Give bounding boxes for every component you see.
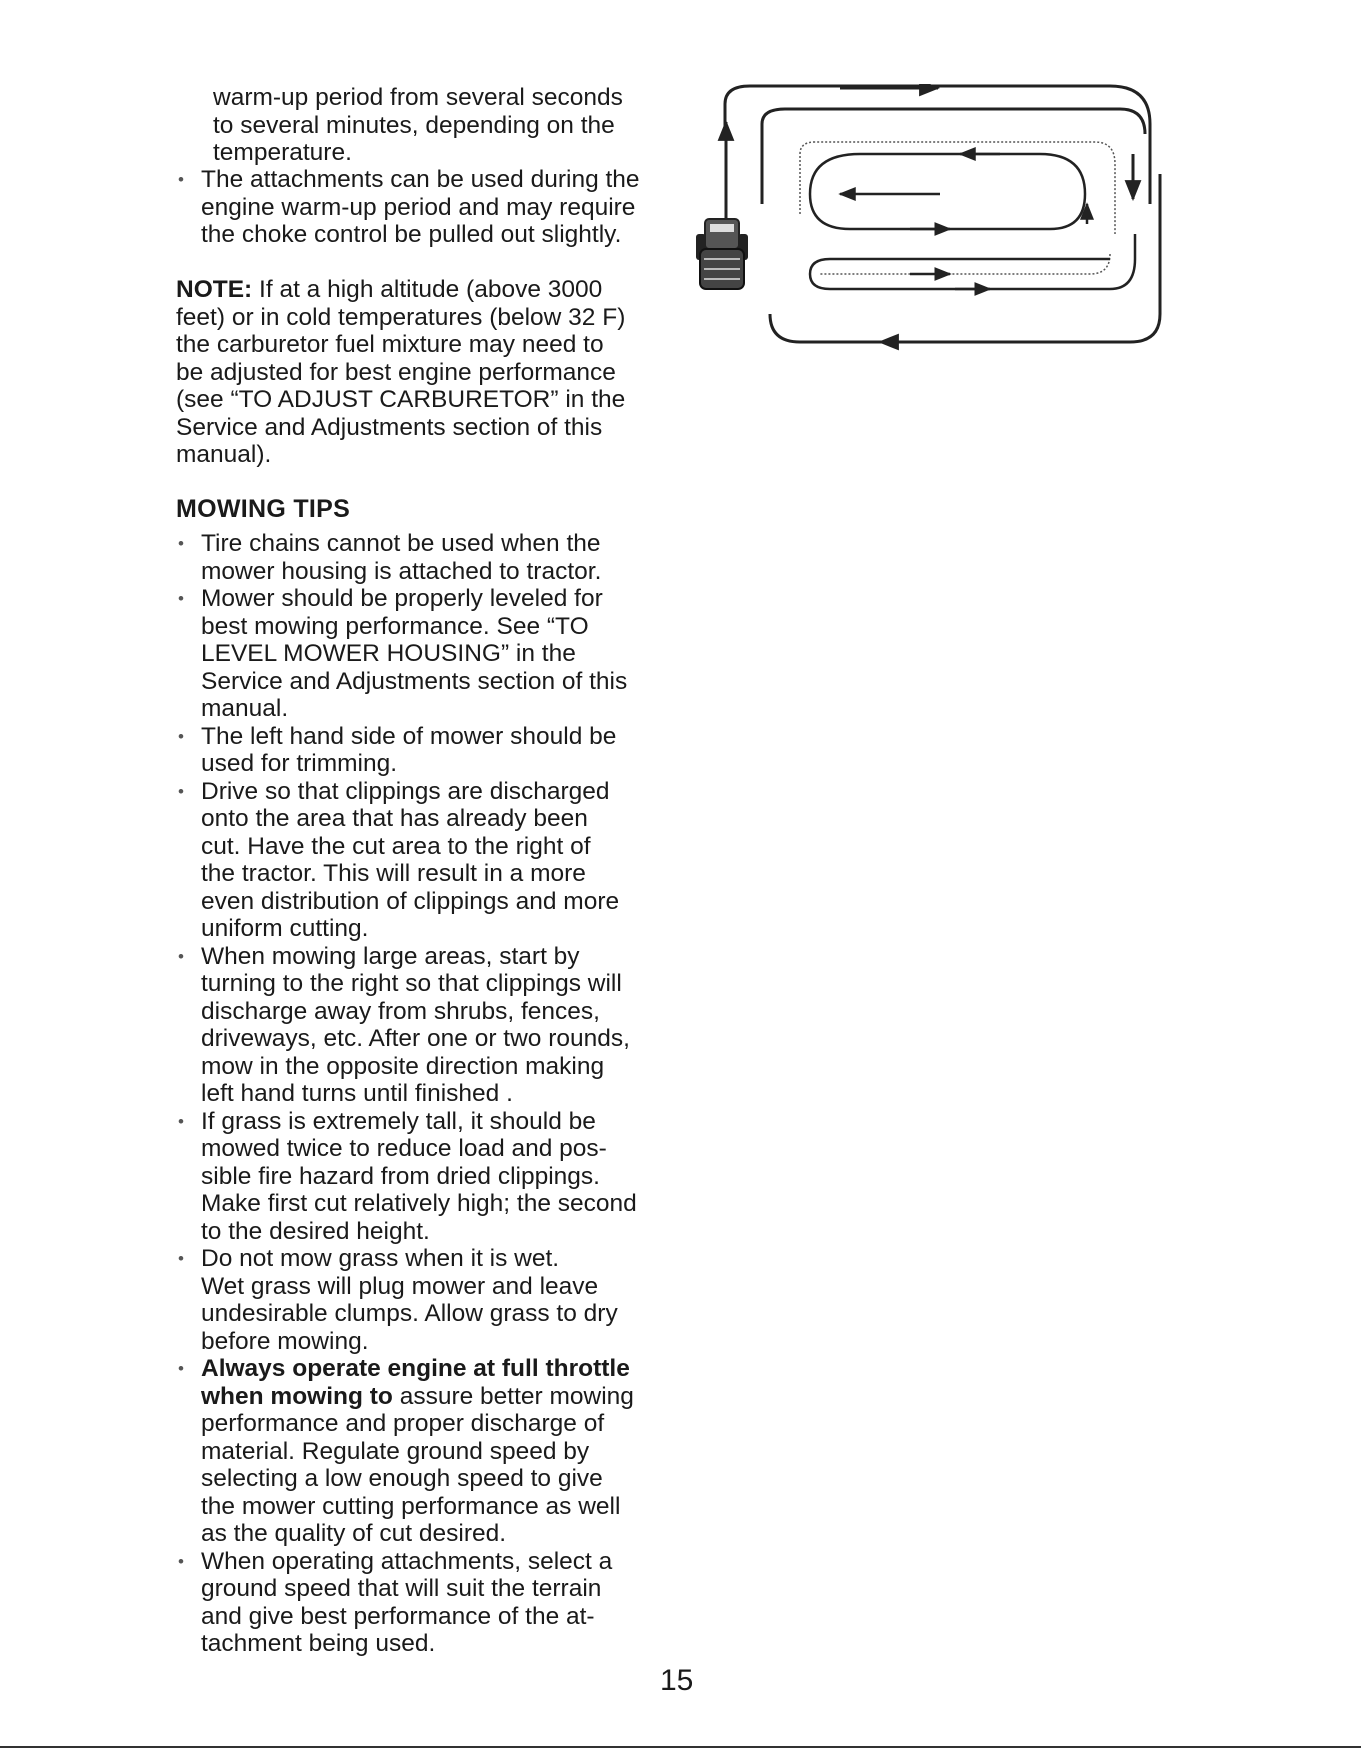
text-line: to the desired height.	[201, 1217, 430, 1245]
text-line: mower housing is attached to tractor.	[201, 557, 602, 585]
text-line: ground speed that will suit the terrain	[201, 1575, 602, 1602]
list-item	[176, 1108, 696, 1246]
text-line: Make first cut relatively high; the second	[201, 1190, 637, 1217]
text-line: even distribution of clippings and more	[201, 887, 620, 915]
list-item	[176, 1548, 696, 1658]
text-line: material. Regulate ground speed by	[201, 1437, 590, 1465]
second-loop	[762, 109, 1145, 204]
text-line: Service and Adjustments section of this	[176, 413, 603, 441]
text-line: uniform cutting.	[201, 915, 369, 942]
text-line: undesirable clumps. Allow grass to dry	[201, 1300, 618, 1327]
list-item	[176, 778, 696, 943]
text-line: the mower cutting performance as well	[201, 1492, 621, 1520]
outer-path-top	[725, 86, 1150, 204]
text-line: sible fire hazard from dried clippings.	[201, 1162, 600, 1190]
text-line: • When mowing large areas, start by	[201, 942, 580, 970]
mowing-pattern-diagram	[690, 84, 1170, 364]
text-line: used for trimming.	[201, 750, 398, 777]
riding-mower-icon	[696, 219, 748, 289]
text-line: the tractor. This will result in a more	[201, 860, 586, 887]
text-line: • When operating attachments, select a	[201, 1547, 613, 1575]
text-line: • Tire chains cannot be used when the	[201, 530, 601, 557]
lower-loop	[830, 234, 1135, 289]
text-line: best mowing performance. See “TO	[201, 612, 589, 640]
text-fragment: assure better mowing	[392, 1382, 634, 1410]
text-line: If at a high altitude (above 3000	[252, 276, 603, 303]
text-line: onto the area that has already been	[201, 805, 588, 832]
text-line: engine warm-up period and may require	[201, 193, 636, 221]
text-line: mow in the opposite direction making	[201, 1052, 605, 1080]
note-label: NOTE:	[176, 276, 253, 303]
list-item	[176, 943, 696, 1108]
text-line: left hand turns until finished .	[201, 1080, 513, 1107]
text-line: performance and proper discharge of	[201, 1410, 605, 1437]
text-line: LEVEL MOWER HOUSING” in the	[201, 640, 576, 667]
inner-dotted-bottom	[820, 254, 1110, 274]
continuation-text	[213, 84, 683, 167]
text-line: feet) or in cold temperatures (below 32 F)	[176, 303, 626, 331]
text-line	[201, 1383, 696, 1411]
text-line: manual.	[201, 695, 289, 722]
bold-emphasis: Always operate engine at full throttle	[201, 1355, 630, 1382]
text-line: tachment being used.	[201, 1630, 436, 1657]
text-line	[201, 1355, 696, 1383]
text-line: Service and Adjustments section of this	[201, 667, 628, 695]
mowing-tips-list	[176, 530, 696, 1658]
text-line: temperature.	[213, 139, 352, 166]
list-item	[176, 1245, 696, 1355]
text-line: warm-up period from several seconds	[213, 84, 623, 111]
text-line: and give best performance of the at-	[201, 1602, 595, 1630]
text-line: • Do not mow grass when it is wet.	[201, 1245, 560, 1272]
inner-loop	[810, 154, 1085, 229]
text-line: cut. Have the cut area to the right of	[201, 832, 591, 860]
list-item	[176, 530, 696, 585]
text-line: the carburetor fuel mixture may need to	[176, 331, 604, 358]
attachments-bullet	[176, 166, 676, 249]
text-line: mowed twice to reduce load and pos-	[201, 1135, 607, 1162]
section-heading: MOWING TIPS	[176, 495, 351, 523]
text-line: • The attachments can be used during the	[201, 166, 640, 193]
text-line: • If grass is extremely tall, it should be	[201, 1107, 596, 1135]
text-line: the choke control be pulled out slightly.	[201, 221, 622, 248]
text-line: • Drive so that clippings are discharged	[201, 777, 610, 805]
list-item	[176, 1355, 696, 1548]
text-line: before mowing.	[201, 1327, 369, 1355]
text-line: Wet grass will plug mower and leave	[201, 1272, 599, 1300]
page-number: 15	[660, 1664, 694, 1697]
text-line: • The left hand side of mower should be	[201, 722, 617, 750]
text-line: • Mower should be properly leveled for	[201, 585, 603, 612]
text-line: (see “TO ADJUST CARBURETOR” in the	[176, 386, 626, 413]
list-item	[176, 166, 676, 249]
footer-rule	[0, 1746, 1361, 1748]
text-line: driveways, etc. After one or two rounds,	[201, 1025, 630, 1052]
text-line: to several minutes, depending on the	[213, 111, 615, 139]
text-line: selecting a low enough speed to give	[201, 1465, 603, 1492]
text-line: manual).	[176, 441, 272, 468]
note-paragraph	[176, 276, 676, 469]
list-item	[176, 585, 696, 723]
text-line: as the quality of cut desired.	[201, 1520, 507, 1547]
text-line: turning to the right so that clippings will	[201, 970, 622, 997]
bold-emphasis: when mowing to	[201, 1382, 393, 1410]
text-line: discharge away from shrubs, fences,	[201, 997, 600, 1025]
list-item	[176, 723, 696, 778]
text-line: be adjusted for best engine performance	[176, 358, 616, 386]
